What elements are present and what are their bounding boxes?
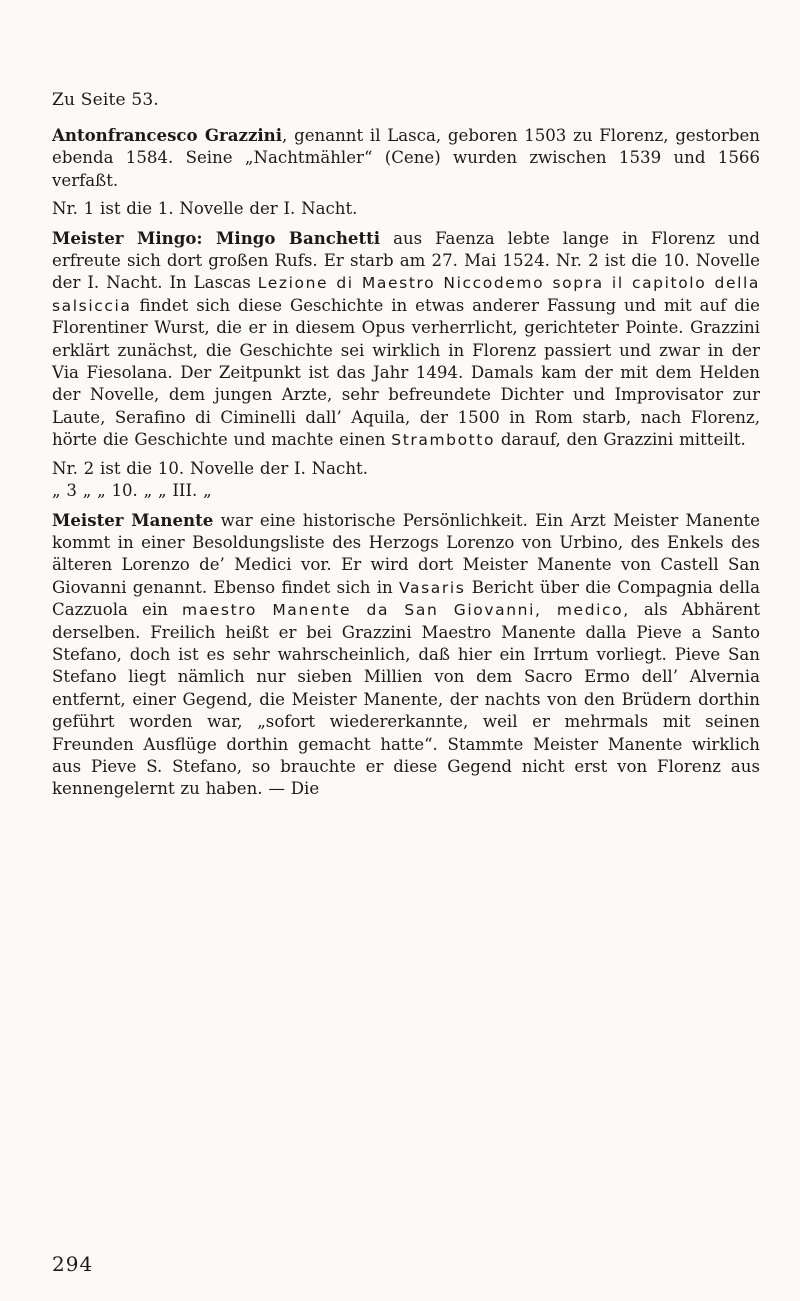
paragraph-nr1: Nr. 1 ist die 1. Novelle der I. Nacht. (52, 199, 358, 219)
manente-text-3: als Abhärent derselben. Freilich heißt er bei Grazzini Maestro Manente dalla Pieve a Santo Stefano, doch ist es sehr wahrscheinlich, daß hier ein Irrtum vorliegt. Pieve San Stefano liegt nämlich nur sieben Millien von dem Sacro Ermo dell’ Alvernia entfernt, einer Gegend, die Meister Manente, der nachts von den Brüdern dorthin geführt worden war, „sofort wiedererkannte, weil er mehrmals mit seinen Freunden Ausflüge dorthin gemacht hatte“. Stammte Meister Manente wirklich aus Pieve S. Stefano, so brauchte er diese Gegend nicht erst von Florenz aus kennengelernt zu haben. — Die (52, 600, 760, 799)
mingo-text-1: aus Faenza lebte lange in Florenz und erfreute sich dort großen Rufs. Er starb am 27. Mai 1524. Nr. 2 ist die 10. Novelle der I. Nacht. In Lascas (52, 228, 761, 293)
vasari-name: Vasaris (399, 578, 466, 597)
paragraph-nr3-ditto: „ 3 „ „ 10. „ „ III. „ (52, 481, 212, 501)
manente-text-1: war eine historische Persönlichkeit. Ein Arzt Meister Manente kommt in einer Besoldungsliste des Herzogs Lorenzo von Urbino, des Enkels des älteren Lorenzo de’ Medici vor. Er wird dort Meister Manente von Castell San Giovanni genannt. Ebenso findet sich in (52, 510, 760, 597)
paragraph-mingo (52, 227, 760, 452)
paragraph-nr2: Nr. 2 ist die 10. Novelle der I. Nacht. (52, 458, 368, 478)
page-header: Zu Seite 53. (52, 90, 160, 110)
intro-text: , genannt il Lasca, geboren 1503 zu Florenz, gestorben ebenda 1584. Seine „Nachtmähler“ (Cene) wurden zwischen 1539 und 1566 verfaßt. (52, 126, 760, 190)
lezione-title: Lezione di Maestro Niccodemo sopra il capitolo della salsiccia (52, 274, 760, 315)
mingo-name: Mingo Banchetti (216, 227, 381, 248)
paragraph-manente (52, 509, 760, 801)
mingo-label: Meister Mingo: (52, 227, 217, 248)
mingo-text-2: findet sich diese Geschichte in etwas anderer Fassung und mit auf die Florentiner Wurst, die er in diesem Opus verherrlicht, gerichteter Pointe. Grazzini erklärt zunächst, die Geschichte sei wirklich in Florenz passiert und zwar in der Via Fiesolana. Der Zeitpunkt ist das Jahr 1494. Damals kam der mit dem Helden der Novelle, dem jungen Arzte, sehr befreundete Dichter und Improvisator zur Laute, Serafino di Ciminelli dall’ Aquila, der 1500 in Rom starb, nach Florenz, hörte die Geschichte und machte einen (52, 295, 760, 450)
strambotto-word: Strambotto (391, 431, 496, 450)
mingo-text-3: darauf, den Grazzini mitteilt. (495, 430, 746, 450)
manente-text-2: Bericht über die Compagnia della Cazzuola ein (52, 577, 760, 620)
page-content (52, 90, 760, 801)
author-name: Antonfrancesco Grazzini (52, 125, 283, 145)
page-number: 294 (52, 1252, 94, 1276)
manente-label: Meister Manente (52, 509, 214, 530)
paragraph-grazzini-intro (52, 124, 760, 192)
maestro-manente-spaced: maestro Manente da San Giovanni, medico, (181, 601, 630, 620)
